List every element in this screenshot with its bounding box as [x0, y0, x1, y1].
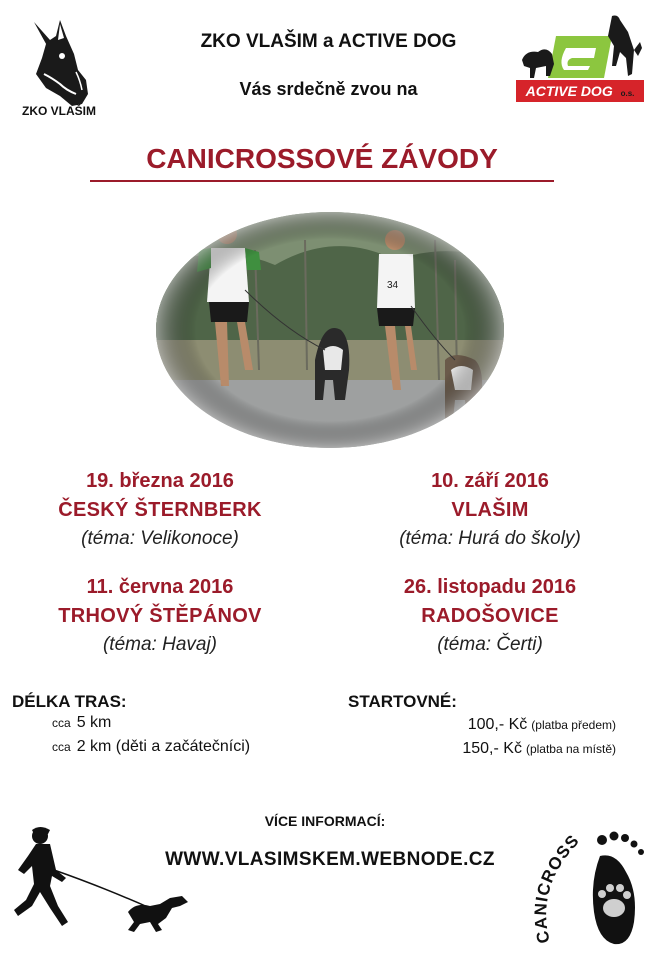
track-text: 2 km (děti a začátečníci): [76, 738, 251, 755]
event-date: 26. listopadu 2016: [403, 576, 577, 598]
event-theme: (téma: Hurá do školy): [399, 528, 581, 549]
event-date: 10. září 2016: [431, 470, 549, 492]
entry-fee-label: STARTOVNÉ:: [348, 692, 457, 711]
track-text: 5 km: [76, 714, 112, 731]
track-prefix: cca: [52, 740, 71, 754]
title-underline: [90, 180, 554, 182]
canicross-logo-text: CANICROSS: [531, 830, 584, 945]
runners-with-dogs-photo: [155, 210, 505, 450]
active-dog-suffix: o.s.: [620, 89, 635, 98]
track-length-label: DÉLKA TRAS:: [12, 692, 127, 711]
svg-text:CANICROSS: [531, 831, 583, 945]
active-dog-badge: [516, 80, 644, 102]
more-info-label: VÍCE INFORMACÍ:: [264, 813, 386, 829]
organizers-heading: ZKO VLAŠIM a ACTIVE DOG: [200, 31, 457, 52]
invitation-text: Vás srdečně zvou na: [239, 79, 418, 99]
fee-item: [420, 716, 616, 734]
track-item: [52, 714, 111, 732]
fee-note: (platba předem): [531, 718, 616, 732]
fee-amount: 100,- Kč: [467, 716, 528, 733]
event-place: VLAŠIM: [451, 499, 529, 521]
event-title: CANICROSSOVÉ ZÁVODY: [146, 143, 498, 174]
track-item: [52, 738, 250, 756]
fee-amount: 150,- Kč: [462, 740, 522, 757]
event-2: [360, 467, 620, 553]
zko-vlasim-caption: ZKO VLAŠIM: [22, 104, 96, 118]
event-place: ČESKÝ ŠTERNBERK: [58, 499, 262, 521]
event-date: 19. března 2016: [86, 470, 234, 492]
event-theme: (téma: Havaj): [102, 634, 218, 655]
canicross-logo: [530, 822, 652, 952]
runner-with-dog-icon: [10, 826, 192, 936]
event-4: [355, 573, 625, 659]
fee-note: (platba na místě): [525, 742, 616, 756]
event-place: TRHOVÝ ŠTĚPÁNOV: [58, 605, 262, 627]
active-dog-text: ACTIVE DOG: [525, 83, 613, 99]
fee-item: [420, 740, 616, 758]
website-link[interactable]: WWW.VLASIMSKEM.WEBNODE.CZ: [165, 849, 495, 870]
event-1: [25, 467, 295, 553]
event-3: [25, 573, 295, 659]
event-date: 11. června 2016: [86, 576, 234, 598]
event-place: RADOŠOVICE: [421, 605, 559, 627]
event-theme: (téma: Velikonoce): [81, 528, 239, 549]
track-prefix: cca: [52, 716, 71, 730]
event-theme: (téma: Čerti): [437, 634, 543, 655]
